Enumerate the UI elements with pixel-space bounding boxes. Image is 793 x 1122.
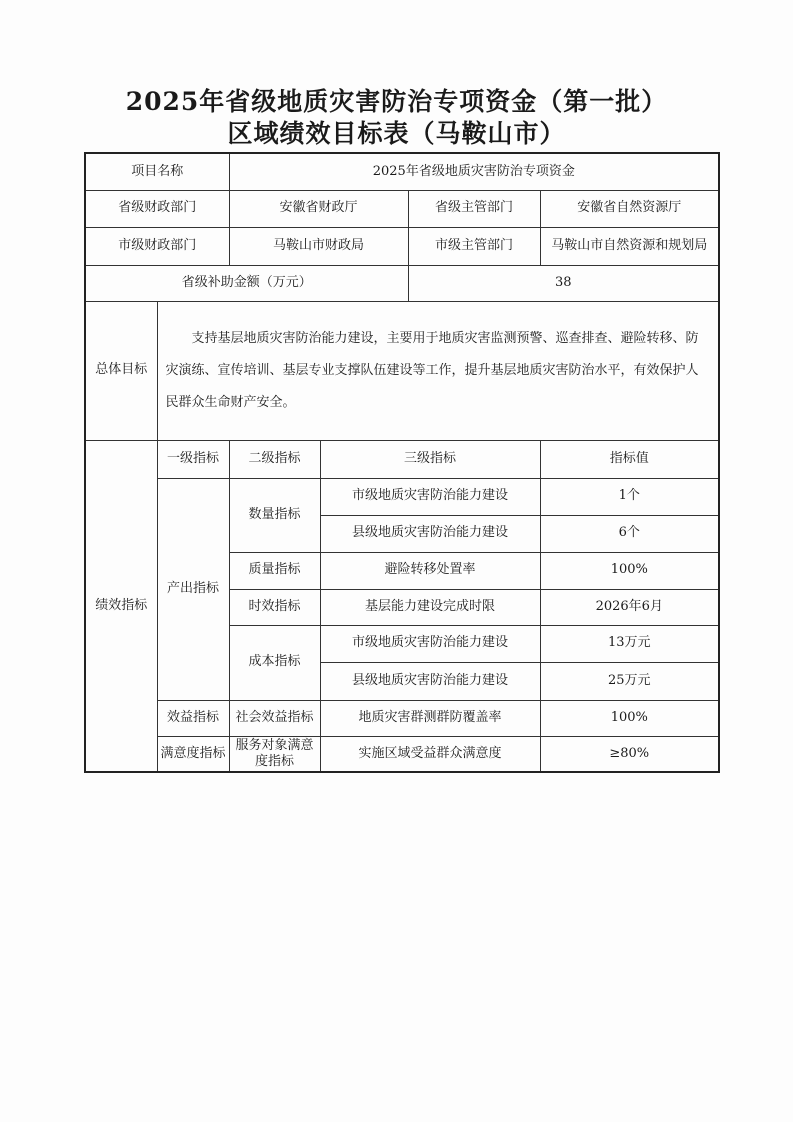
indicator-value: 100%: [540, 700, 719, 736]
header-level3: 三级指标: [320, 440, 540, 478]
indicator-name: 避险转移处置率: [320, 552, 540, 589]
city-finance-value: 马鞍山市财政局: [229, 227, 408, 265]
indicator-value: ≥80%: [540, 736, 719, 772]
subsidy-label: 省级补助金额（万元）: [85, 265, 408, 301]
indicator-name: 地质灾害群测群防覆盖率: [320, 700, 540, 736]
performance-target-table: [84, 152, 720, 773]
table-row: [85, 227, 719, 265]
indicator-name: 基层能力建设完成时限: [320, 589, 540, 625]
city-dept-label: 市级主管部门: [408, 227, 540, 265]
cost-indicator-label: 成本指标: [229, 625, 320, 700]
indicator-value: 13万元: [540, 625, 719, 662]
header-level2: 二级指标: [229, 440, 320, 478]
indicator-value: 100%: [540, 552, 719, 589]
social-benefit-label: 社会效益指标: [229, 700, 320, 736]
table-row: [85, 190, 719, 227]
table-row: [85, 301, 719, 440]
document-subtitle: 区域绩效目标表（马鞍山市）: [227, 119, 566, 148]
prov-dept-label: 省级主管部门: [408, 190, 540, 227]
prov-dept-value: 安徽省自然资源厅: [540, 190, 719, 227]
overall-goal-text: 支持基层地质灾害防治能力建设，主要用于地质灾害监测预警、巡查排查、避险转移、防灾演练、宣传培训、基层专业支撑队伍建设等工作，提升基层地质灾害防治水平，有效保护人民群众生命财产安全。: [157, 301, 719, 440]
indicator-name: 县级地质灾害防治能力建设: [320, 662, 540, 700]
satisfaction-indicator-label: 满意度指标: [157, 736, 229, 772]
quantity-indicator-label: 数量指标: [229, 478, 320, 552]
indicator-name: 市级地质灾害防治能力建设: [320, 478, 540, 515]
benefit-indicator-label: 效益指标: [157, 700, 229, 736]
city-dept-value: 马鞍山市自然资源和规划局: [540, 227, 719, 265]
indicator-value: 1个: [540, 478, 719, 515]
timeliness-indicator-label: 时效指标: [229, 589, 320, 625]
document-title: 2025年省级地质灾害防治专项资金（第一批）: [125, 87, 668, 116]
prov-finance-label: 省级财政部门: [85, 190, 229, 227]
header-value: 指标值: [540, 440, 719, 478]
indicator-value: 6个: [540, 515, 719, 552]
indicator-name: 市级地质灾害防治能力建设: [320, 625, 540, 662]
city-finance-label: 市级财政部门: [85, 227, 229, 265]
output-indicator-label: 产出指标: [157, 478, 229, 700]
table-row: [85, 700, 719, 736]
table-row: [85, 736, 719, 772]
indicator-value: 2026年6月: [540, 589, 719, 625]
table-row: [85, 265, 719, 301]
indicator-name: 县级地质灾害防治能力建设: [320, 515, 540, 552]
perf-indicator-label: 绩效指标: [85, 440, 157, 772]
table-row: [85, 153, 719, 190]
indicator-name: 实施区域受益群众满意度: [320, 736, 540, 772]
header-level1: 一级指标: [157, 440, 229, 478]
indicator-value: 25万元: [540, 662, 719, 700]
service-satisfaction-label: 服务对象满意度指标: [229, 736, 320, 772]
table-row: [85, 440, 719, 478]
project-name-label: 项目名称: [85, 153, 229, 190]
project-name-value: 2025年省级地质灾害防治专项资金: [229, 153, 719, 190]
subsidy-value: 38: [408, 265, 719, 301]
overall-goal-label: 总体目标: [85, 301, 157, 440]
table-row: [85, 478, 719, 515]
quality-indicator-label: 质量指标: [229, 552, 320, 589]
prov-finance-value: 安徽省财政厅: [229, 190, 408, 227]
